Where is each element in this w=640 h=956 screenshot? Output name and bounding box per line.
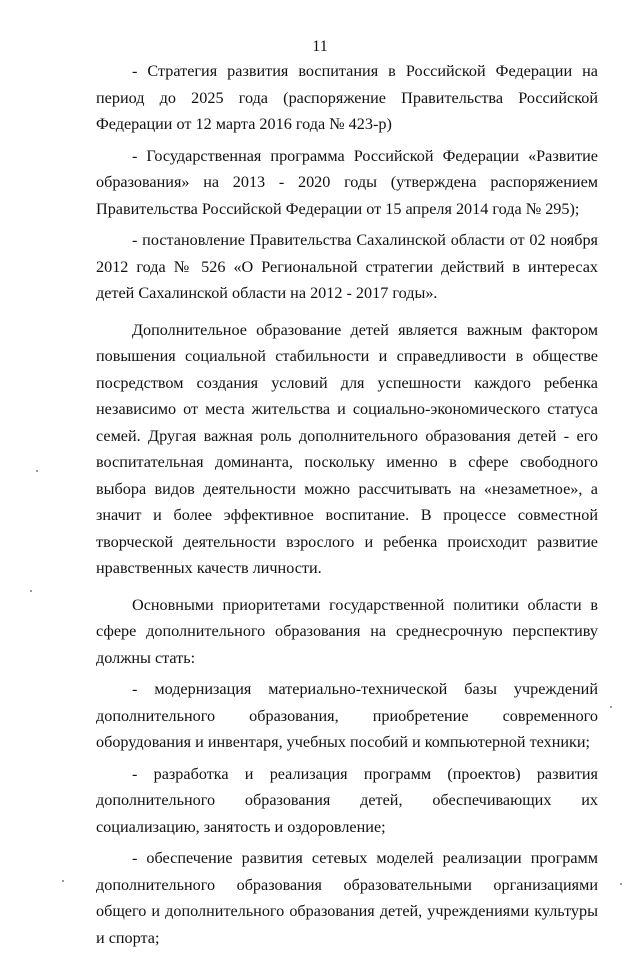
list-item-state-program: - Государственная программа Российской Федерации «Развитие образования» на 2013 - 2020 годы (утверждена распоряжением Правительства Российской Федерации от 15 апреля 2014 года № 295); (96, 146, 598, 218)
list-item-sakhalin-resolution: - постановление Правительства Сахалинской области от 02 ноября 2012 года № 526 «О Региональной стратегии действий в интересах детей Сахалинской области на 2012 - 2017 годы». (96, 231, 598, 302)
scan-speck (36, 470, 38, 472)
list-item-strategy-upbringing: - Стратегия развития воспитания в Российской Федерации на период до 2025 года (распоряжение Правительства Российской Федерации от 12 марта 2016 года № 423-р) (96, 62, 598, 133)
paragraph-priorities: Основными приоритетами государственной политики области в сфере дополнительного образования на среднесрочную перспективу должны стать: (96, 595, 598, 667)
document-body (96, 58, 598, 956)
list-item-modernization: - модернизация материально-технической базы учреждений дополнительного образования, приобретение современного оборудования и инвентаря, учебных пособий и компьютерной техники; (96, 680, 598, 751)
scan-speck (620, 883, 622, 885)
page-number: 11 (312, 38, 328, 55)
scan-speck (62, 880, 64, 882)
scan-speck (30, 590, 32, 592)
list-item-program-development: - разработка и реализация программ (проектов) развития дополнительного образования детей, обеспечивающих их социализацию, занятость и оздоровление; (96, 764, 598, 836)
scan-speck (610, 706, 612, 708)
list-item-network-models: - обеспечение развития сетевых моделей реализации программ дополнительного образования образовательными организациями общего и дополнительного образования детей, учреждениями культуры и спорта; (96, 849, 598, 947)
paragraph-additional-education: Дополнительное образование детей является важным фактором повышения социальной стабильности и справедливости в обществе посредством создания условий для успешности каждого ребенка независимо от места жительства и социально-экономического статуса семей. Другая важная роль дополнительного образования детей - его воспитательная доминанта, поскольку именно в сфере свободного выбора видов деятельности можно рассчитывать на «незаметное», а значит и более эффективное воспитание. В процессе совместной творческой деятельности взрослого и ребенка происходит развитие нравственных качеств личности. (96, 320, 598, 577)
